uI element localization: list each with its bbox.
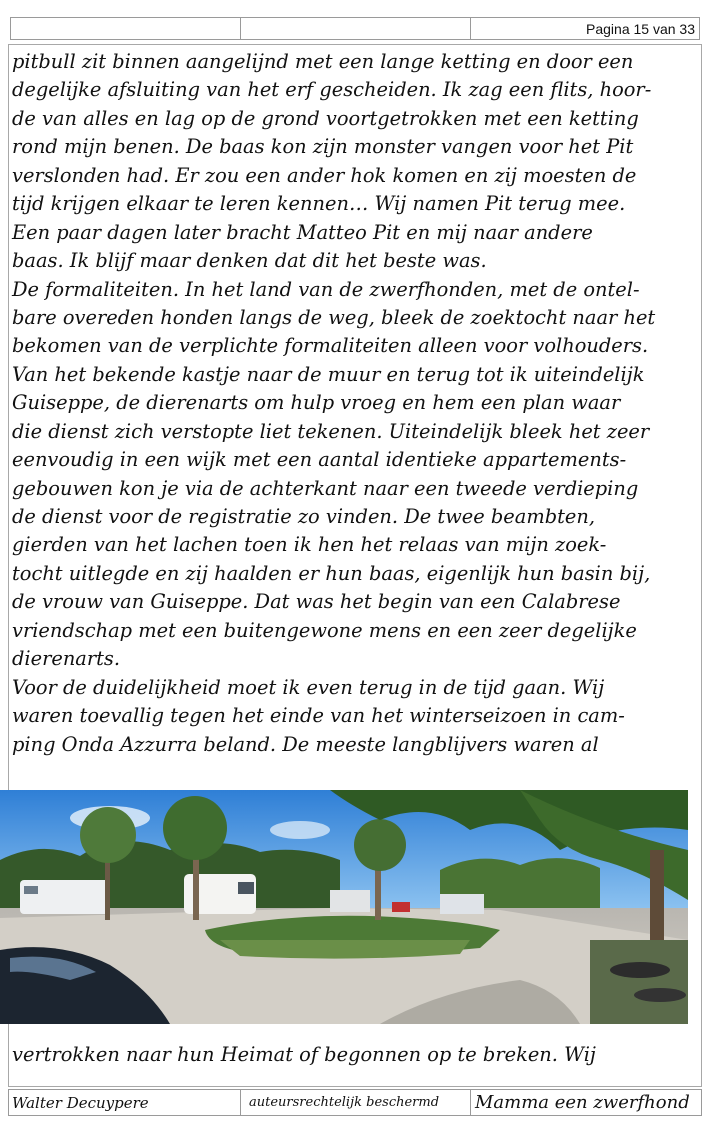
- text-line: ping Onda Azzurra beland. De meeste langblijvers waren al: [12, 732, 599, 756]
- text-line: Van het bekende kastje naar de muur en terug tot ik uiteindelijk: [12, 362, 645, 386]
- text-line: baas. Ik blijf maar denken dat dit het beste was.: [12, 249, 487, 273]
- text-line: tijd krijgen elkaar te leren kennen… Wij namen Pit terug mee.: [12, 192, 626, 216]
- campsite-photo: [0, 790, 688, 1024]
- text-line: rond mijn benen. De baas kon zijn monster vangen voor het Pit: [12, 135, 634, 159]
- header-cell-empty-2: [241, 18, 471, 39]
- text-line: vriendschap met een buitengewone mens en een zeer degelijke: [12, 618, 637, 642]
- text-line: gebouwen kon je via de achterkant naar een tweede verdieping: [12, 476, 639, 500]
- page-header: [10, 17, 700, 40]
- footer-author: Walter Decuypere: [9, 1090, 241, 1115]
- page-number: Pagina 15 van 33: [586, 20, 695, 37]
- text-line: Voor de duidelijkheid moet ik even terug in de tijd gaan. Wij: [12, 675, 605, 699]
- text-line: pitbull zit binnen aangelijnd met een lange ketting en door een: [12, 50, 634, 73]
- footer-copyright: auteursrechtelijk beschermd: [241, 1090, 471, 1115]
- text-line: tocht uitlegde en zij haalden er hun baas, eigenlijk hun basin bij,: [12, 561, 651, 585]
- text-after-photo: vertrokken naar hun Heimat of begonnen op te breken. Wij: [12, 1043, 596, 1066]
- text-line: Een paar dagen later bracht Matteo Pit en mij naar andere: [12, 220, 593, 244]
- text-line: de vrouw van Guiseppe. Dat was het begin van een Calabrese: [12, 590, 621, 614]
- text-line: degelijke afsluiting van het erf gescheiden. Ik zag een flits, hoor-: [12, 78, 652, 102]
- text-line: bekomen van de verplichte formaliteiten alleen voor volhouders.: [12, 334, 649, 358]
- text-line: bare overeden honden langs de weg, bleek de zoektocht naar het: [12, 305, 656, 329]
- text-line: verslonden had. Er zou een ander hok komen en zij moesten de: [12, 163, 637, 187]
- text-line: gierden van het lachen toen ik hen het relaas van mijn zoek-: [12, 533, 607, 557]
- page-footer: [8, 1089, 702, 1116]
- footer-book-title: Mamma een zwerfhond: [475, 1092, 690, 1113]
- text-line: de dienst voor de registratie zo vinden. De twee beambten,: [12, 505, 596, 528]
- text-line: die dienst zich verstopte liet tekenen. Uiteindelijk bleek het zeer: [12, 419, 650, 443]
- body-text: [12, 48, 704, 759]
- text-line: Guiseppe, de dierenarts om hulp vroeg en hem een plan waar: [12, 391, 621, 415]
- text-line: dierenarts.: [12, 647, 121, 671]
- text-line: de van alles en lag op de grond voortgetrokken met een ketting: [12, 106, 639, 130]
- header-cell-empty-1: [11, 18, 241, 39]
- text-line: waren toevallig tegen het einde van het winterseizoen in cam-: [12, 704, 625, 728]
- text-line: eenvoudig in een wijk met een aantal identieke appartements-: [12, 448, 627, 472]
- text-line: De formaliteiten. In het land van de zwerfhonden, met de ontel-: [12, 277, 640, 301]
